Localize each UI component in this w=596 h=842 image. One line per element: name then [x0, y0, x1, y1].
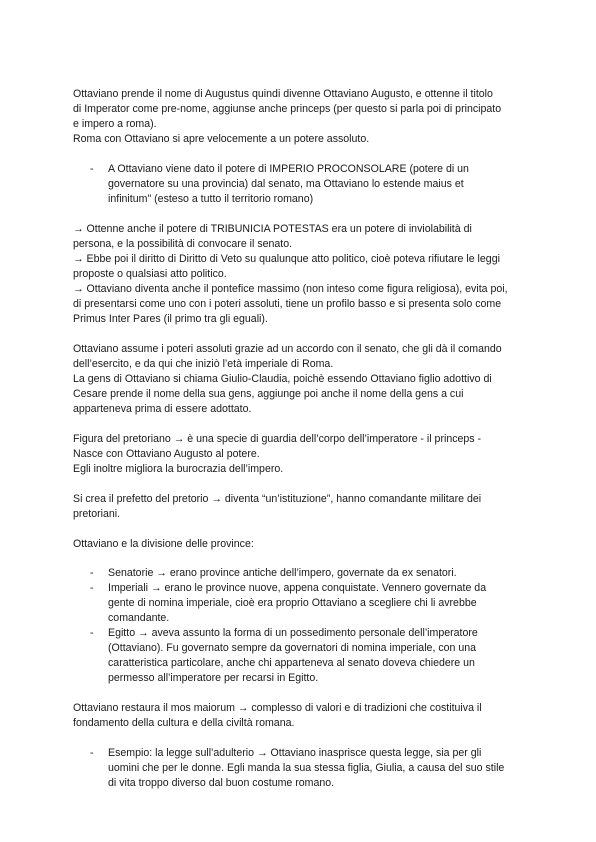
text-line: Egitto → aveva assunto la forma di un possedimento personale dell’imperatore	[108, 627, 478, 639]
text-line: uomini che per le donne. Egli manda la sua stessa figlia, Giulia, a causa del suo stile	[108, 762, 505, 774]
list-bullet: -	[90, 747, 94, 759]
text-line: A Ottaviano viene dato il potere di IMPERIO PROCONSOLARE (potere di un	[108, 163, 469, 175]
text-line: Ottaviano assume i poteri assoluti grazie ad un accordo con il senato, che gli dà il comando	[73, 343, 502, 355]
text-line: Imperiali → erano le province nuove, appena conquistate. Vennero governate da	[108, 582, 487, 594]
text-line: Ottaviano e la divisione delle province:	[73, 538, 254, 550]
list-bullet: -	[90, 567, 94, 579]
text-line: dell’esercito, e da qui che iniziò l’età imperiale di Roma.	[73, 358, 334, 370]
text-line: permesso all’imperatore per recarsi in Egitto.	[108, 672, 319, 684]
text-line: governatore su una provincia) dal senato, ma Ottaviano lo estende maius et	[108, 178, 464, 190]
text-line: Cesare prende il nome della sua gens, aggiunge poi anche il nome della gens a cui	[73, 388, 464, 400]
text-line: comandante.	[108, 612, 170, 624]
text-line: di presentarsi come uno con i poteri assoluti, tiene un profilo basso e si presenta solo come	[73, 298, 502, 310]
text-line: Roma con Ottaviano si apre velocemente a un potere assoluto.	[73, 133, 370, 145]
text-line: apparteneva prima di essere adottato.	[73, 403, 252, 415]
text-line: e impero a roma).	[73, 118, 157, 130]
text-line: caratteristica particolare, anche chi apparteneva al senato doveva chiedere un	[108, 657, 475, 669]
text-line: → Ottenne anche il potere di TRIBUNICIA POTESTAS era un potere di inviolabilità di	[73, 223, 472, 235]
text-line: Ottaviano prende il nome di Augustus quindi divenne Ottaviano Augusto, e ottenne il titolo	[73, 88, 493, 100]
text-line: → Ottaviano diventa anche il pontefice massimo (non inteso come figura religiosa), evita poi,	[73, 283, 508, 295]
text-line: Figura del pretoriano → è una specie di guardia dell’corpo dell’imperatore - il princeps -	[73, 433, 482, 445]
text-line: pretoriani.	[73, 508, 121, 520]
text-line: infinitum" (esteso a tutto il territorio romano)	[108, 193, 314, 205]
text-line: (Ottaviano). Fu governato sempre da governatori di nomina imperiale, con una	[108, 642, 477, 654]
text-line: di Imperator come pre-nome, aggiunse anche princeps (per questo si parla poi di principato	[73, 103, 502, 115]
text-line: fondamento della cultura e della civiltà romana.	[73, 717, 295, 729]
text-line: Egli inoltre migliora la burocrazia dell’impero.	[73, 463, 284, 475]
list-bullet: -	[90, 627, 94, 639]
text-line: Ottaviano restaura il mos maiorum → complesso di valori e di tradizioni che costituiva il	[73, 702, 482, 714]
text-line: Si crea il prefetto del pretorio → diventa “un’istituzione”, hanno comandante militare dei	[73, 493, 482, 505]
text-line: Primus Inter Pares (il primo tra gli eguali).	[73, 313, 268, 325]
text-line: → Ebbe poi il diritto di Diritto di Veto su qualunque atto politico, cioè poteva rifiutare le leggi	[73, 253, 500, 265]
text-line: Nasce con Ottaviano Augusto al potere.	[73, 448, 260, 460]
text-line: gente di nomina imperiale, cioè era proprio Ottaviano a scegliere chi li avrebbe	[108, 597, 477, 609]
text-line: La gens di Ottaviano si chiama Giulio-Claudia, poichè essendo Ottaviano figlio adottivo di	[73, 373, 492, 385]
text-line: Esempio: la legge sull’adulterio → Ottaviano inasprisce questa legge, sia per gli	[108, 747, 482, 759]
text-line: Senatorie → erano province antiche dell’impero, governate da ex senatori.	[108, 567, 457, 579]
list-bullet: -	[90, 582, 94, 594]
text-line: di vita troppo diverso dal buon costume romano.	[108, 777, 335, 789]
list-bullet: -	[90, 163, 94, 175]
text-line: persona, e la possibilità di convocare il senato.	[73, 238, 293, 250]
text-line: proposte o qualsiasi atto politico.	[73, 268, 227, 280]
